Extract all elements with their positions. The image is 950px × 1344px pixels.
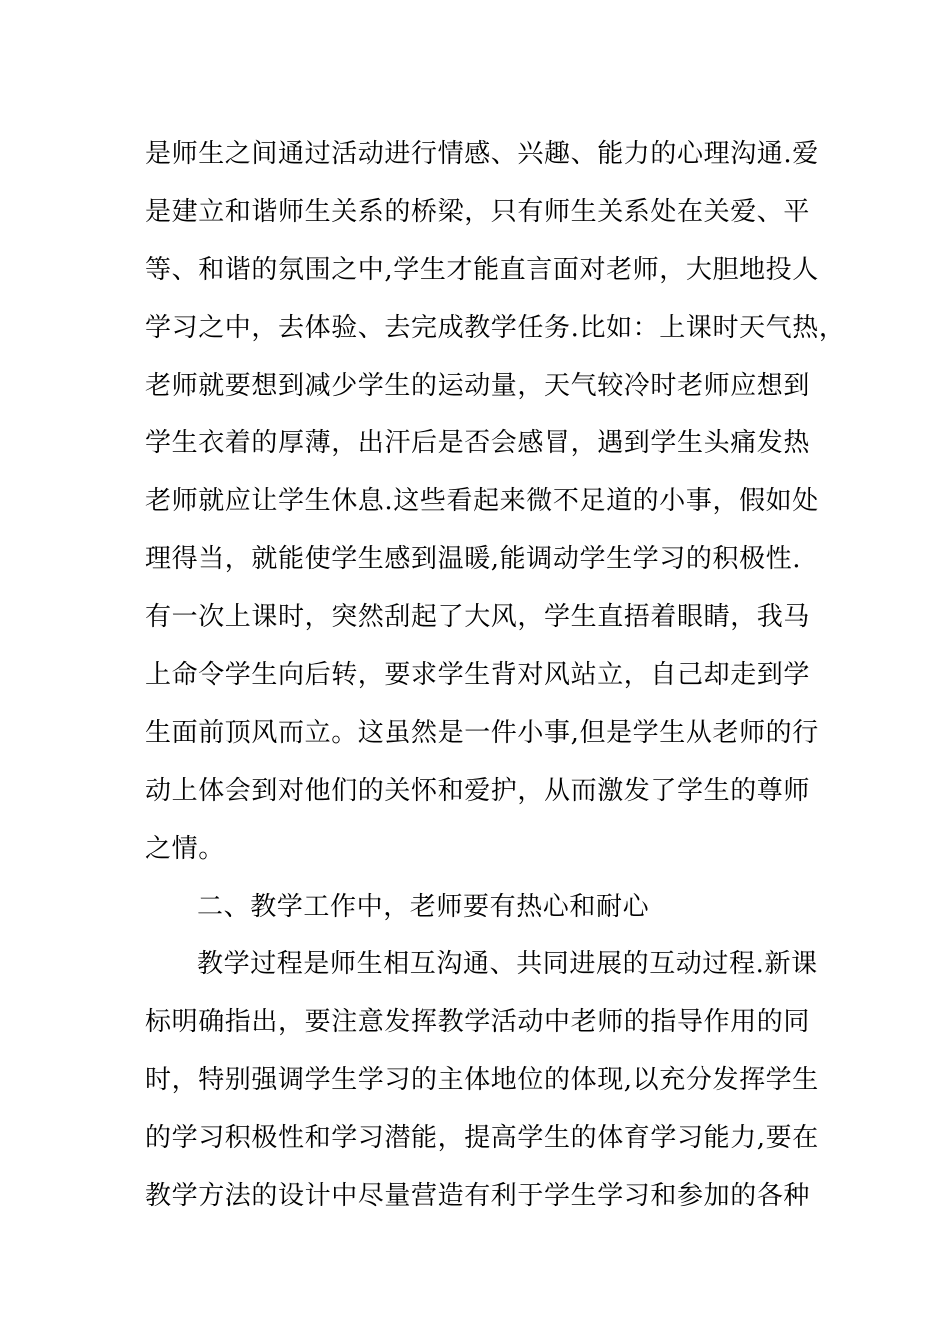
text-line: 动上体会到对他们的关怀和爱护，从而激发了学生的尊师 xyxy=(145,775,811,806)
text-line: 理得当，就能使学生感到温暖,能调动学生学习的积极性. xyxy=(145,544,802,575)
text-line: 老师就要想到减少学生的运动量，天气较冷时老师应想到 xyxy=(145,370,811,401)
text-line: 学习之中，去体验、去完成教学任务.比如：上课时天气热， xyxy=(145,312,846,343)
text-line: 教学方法的设计中尽量营造有利于学生学习和参加的各种 xyxy=(145,1181,811,1212)
text-line: 生面前顶风而立。这虽然是一件小事,但是学生从老师的行 xyxy=(145,717,819,748)
text-line: 标明确指出，要注意发挥教学活动中老师的指导作用的同 xyxy=(145,1007,811,1038)
text-line: 是师生之间通过活动进行情感、兴趣、能力的心理沟通.爱 xyxy=(145,139,819,169)
text-line: 有一次上课时，突然刮起了大风，学生直捂着眼睛，我马 xyxy=(145,602,811,633)
body-text xyxy=(145,126,846,1226)
text-line: 上命令学生向后转，要求学生背对风站立，自己却走到学 xyxy=(145,660,811,691)
text-line: 学生衣着的厚薄，出汗后是否会感冒，遇到学生头痛发热 xyxy=(145,428,811,459)
text-line: 之情。 xyxy=(145,833,225,864)
text-line: 的学习积极性和学习潜能，提高学生的体育学习能力,要在 xyxy=(145,1123,819,1154)
text-line: 等、和谐的氛围之中,学生才能直言面对老师，大胆地投人 xyxy=(145,254,819,285)
paragraph-first-line: 教学过程是师生相互沟通、共同进展的互动过程.新课 xyxy=(197,949,818,980)
text-line: 是建立和谐师生关系的桥梁，只有师生关系处在关爱、平 xyxy=(145,196,811,227)
text-line: 时，特别强调学生学习的主体地位的体现,以充分发挥学生 xyxy=(145,1065,819,1096)
section-heading: 二、教学工作中，老师要有热心和耐心 xyxy=(197,891,650,922)
text-line: 老师就应让学生休息.这些看起来微不足道的小事，假如处 xyxy=(145,486,819,517)
